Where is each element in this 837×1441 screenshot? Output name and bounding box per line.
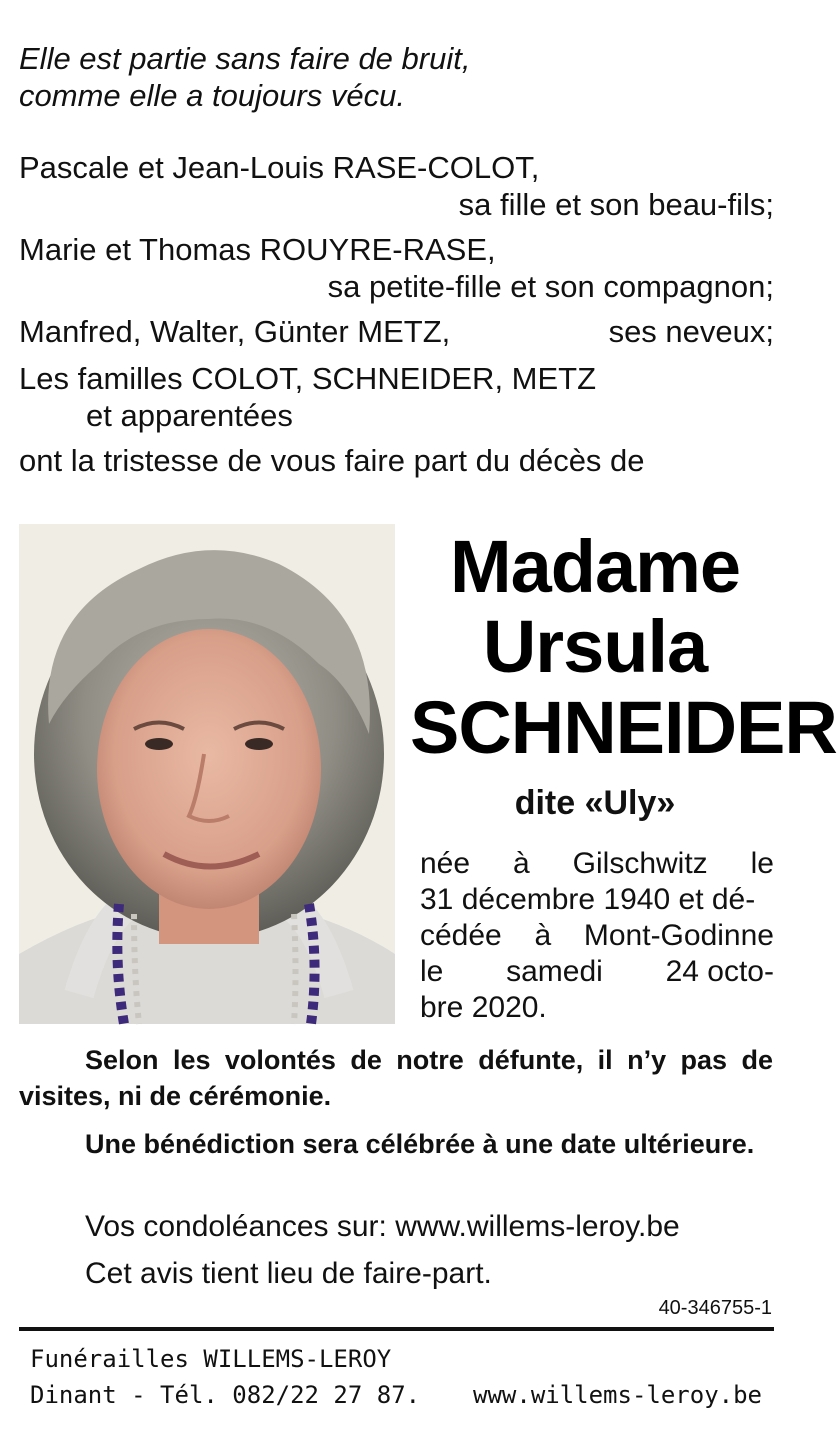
family-relation-3: ses neveux; xyxy=(608,314,774,349)
funeral-home-website[interactable]: www.willems-leroy.be xyxy=(473,1381,762,1409)
bio-line xyxy=(420,846,774,882)
bio-word: le xyxy=(750,847,774,880)
blessing-notice: Une bénédiction sera célébrée à une date ultérieure. xyxy=(85,1129,755,1159)
family-name-3: Manfred, Walter, Günter METZ, xyxy=(19,314,451,349)
bio-word: 31 décembre 1940 et dé- xyxy=(420,883,756,916)
bio-line xyxy=(420,918,774,954)
bio-word: à xyxy=(534,919,552,952)
bio-word: 24 octo- xyxy=(665,955,774,988)
bio-line xyxy=(420,954,774,990)
bio-word: cédée xyxy=(420,919,502,952)
funeral-home-contact: Dinant - Tél. 082/22 27 87. xyxy=(30,1381,421,1409)
bio-word: Gilschwitz xyxy=(572,847,708,880)
family-relation-4: et apparentées xyxy=(86,398,293,433)
bio-word: le xyxy=(420,955,444,988)
funeral-home-name: Funérailles WILLEMS-LEROY xyxy=(30,1345,392,1373)
deceased-nickname: dite «Uly» xyxy=(514,784,676,822)
divider xyxy=(19,1327,774,1331)
family-name-1: Pascale et Jean-Louis RASE-COLOT, xyxy=(19,150,540,185)
bio-line xyxy=(420,882,774,918)
family-name-4: Les familles COLOT, SCHNEIDER, METZ xyxy=(19,361,597,396)
deceased-first-name: Ursula xyxy=(482,605,708,688)
intro-line-2: comme elle a toujours vécu. xyxy=(19,78,405,113)
bio-word: née xyxy=(420,847,471,880)
wishes-notice: Selon les volontés de notre défunte, il n’y pas de visites, ni de cérémonie. xyxy=(19,1045,773,1111)
reference-number: 40-346755-1 xyxy=(658,1297,772,1319)
intro-line-1: Elle est partie sans faire de bruit, xyxy=(19,41,471,76)
bio-word: samedi xyxy=(506,955,603,988)
notice-line: Cet avis tient lieu de faire-part. xyxy=(85,1257,492,1290)
bio-word: à xyxy=(513,847,530,880)
deceased-last-name: SCHNEIDER xyxy=(410,686,837,769)
condolences-line: Vos condoléances sur: www.willems-leroy.be xyxy=(85,1210,680,1243)
portrait-photo xyxy=(19,524,395,1024)
family-name-2: Marie et Thomas ROUYRE-RASE, xyxy=(19,232,496,267)
announcement: ont la tristesse de vous faire part du décès de xyxy=(19,443,645,478)
bio-word: Mont-Godinne xyxy=(583,919,774,952)
bio-line xyxy=(420,990,774,1026)
family-relation-2: sa petite-fille et son compagnon; xyxy=(327,269,774,304)
bio-word: bre 2020. xyxy=(420,991,547,1024)
family-relation-1: sa fille et son beau-fils; xyxy=(458,187,774,222)
birth-death-details xyxy=(420,846,774,1026)
deceased-title: Madame xyxy=(449,525,741,608)
